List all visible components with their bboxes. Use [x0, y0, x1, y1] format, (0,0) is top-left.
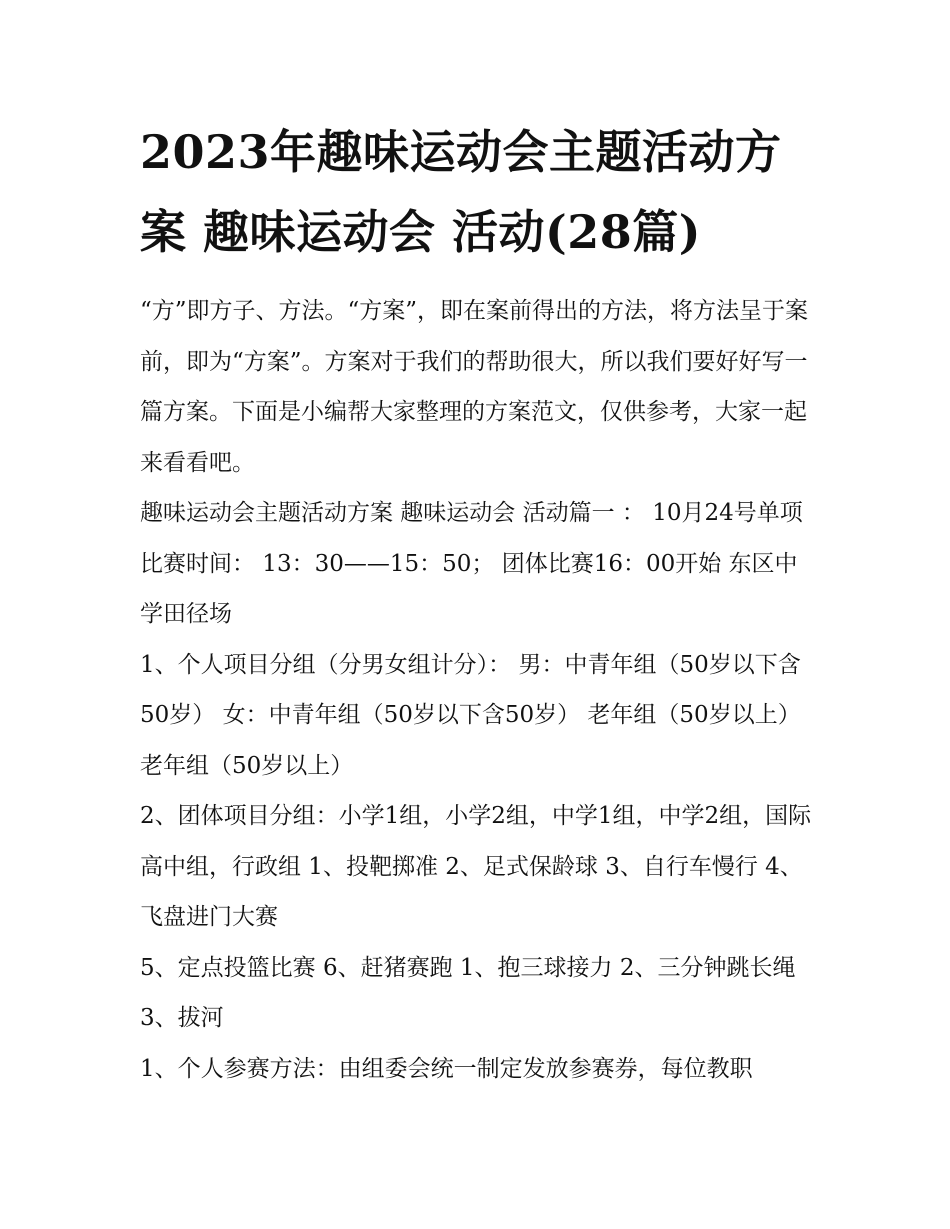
paragraph-events: 5、定点投篮比赛 6、赶猪赛跑 1、抱三球接力 2、三分钟跳长绳 3、拔河 — [140, 954, 796, 1031]
paragraph-schedule: 趣味运动会主题活动方案 趣味运动会 活动篇一 ： 10月24号单项比赛时间： 13：30——15：50； 团体比赛16：00开始 东区中学田径场 — [140, 500, 803, 627]
document-title: 2023年趣味运动会主题活动方案 趣味运动会 活动(28篇) — [140, 125, 782, 259]
document-page — [140, 112, 815, 1094]
paragraph-team-groups: 2、团体项目分组：小学1组，小学2组，中学1组，中学2组，国际高中组，行政组 1、投靶掷准 2、足式保龄球 3、自行车慢行 4、飞盘进门大赛 — [140, 803, 812, 930]
intro-paragraph: “方”即方子、方法。“方案”，即在案前得出的方法，将方法呈于案前，即为“方案”。方案对于我们的帮助很大，所以我们要好好写一篇方案。下面是小编帮大家整理的方案范文，仅供参考，大家一起来看看吧。 — [140, 298, 809, 476]
document-body — [140, 286, 815, 1094]
paragraph-participation: 1、个人参赛方法：由组委会统一制定发放参赛券，每位教职 — [140, 1055, 753, 1082]
paragraph-individual-groups: 1、个人项目分组（分男女组计分）： 男：中青年组（50岁以下含50岁） 女：中青年组（50岁以下含50岁） 老年组（50岁以上）老年组（50岁以上） — [140, 651, 801, 779]
